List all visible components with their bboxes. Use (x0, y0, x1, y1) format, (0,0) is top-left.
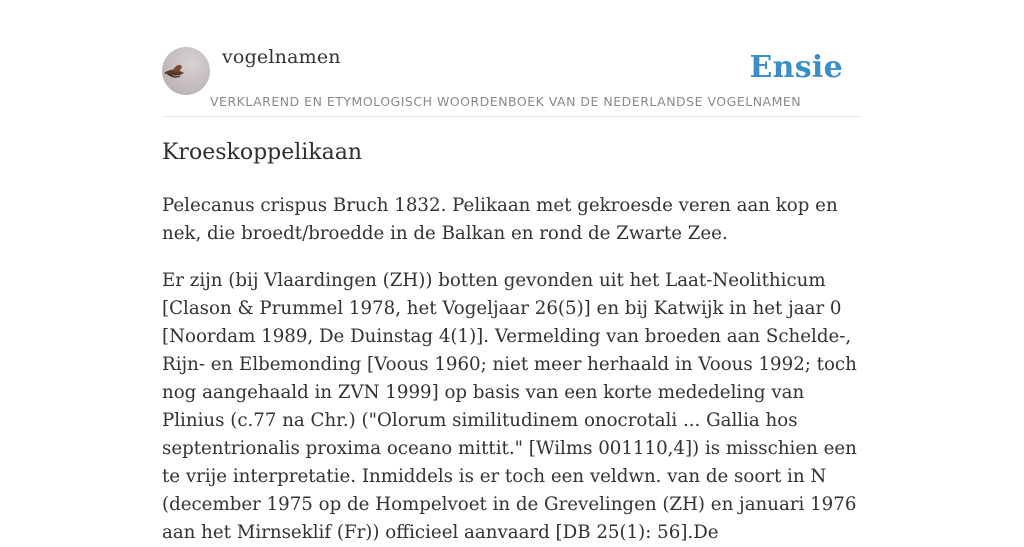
site-header (162, 0, 862, 117)
article-paragraph: Pelecanus crispus Bruch 1832. Pelikaan met gekroesde veren aan kop en nek, die broedt/broedde in de Balkan en rond de Zwarte Zee. (162, 195, 838, 244)
article-title: Kroeskoppelikaan (162, 140, 363, 165)
page-container (162, 0, 862, 543)
article-paragraph: Er zijn (bij Vlaardingen (ZH)) botten gevonden uit het Laat-Neolithicum [Clason & Prummel 1978, het Vogeljaar 26(5)] en bij Katwijk in het jaar 0 [Noordam 1989, De Duinstag 4(1)]. Vermelding van broeden aan Schelde-, Rijn- en Elbemonding [Voous 1960; niet meer herhaald in Voous 1992; toch nog aangehaald in ZVN 1999] op basis van een korte mededeling van Plinius (c.77 na Chr.) ("Olorum similitudinem onocrotali ... Gallia hos septentrionalis proxima oceano mittit." [Wilms 001110,4]) is misschien een te vrije interpretatie. Inmiddels is er toch een veldwn. van de soort in N (december 1975 op de Hompelvoet in de Grevelingen (ZH) en januari 1976 aan het Mirnseklif (Fr)) officieel aanvaard [DB 25(1): 56].De (162, 270, 857, 543)
brand-logo[interactable]: Ensie (749, 50, 843, 85)
bird-avatar[interactable] (162, 47, 210, 95)
site-subtitle: VERKLAREND EN ETYMOLOGISCH WOORDENBOEK VAN DE NEDERLANDSE VOGELNAMEN (210, 94, 802, 109)
site-name[interactable]: vogelnamen (222, 46, 341, 68)
bird-icon (162, 47, 210, 95)
